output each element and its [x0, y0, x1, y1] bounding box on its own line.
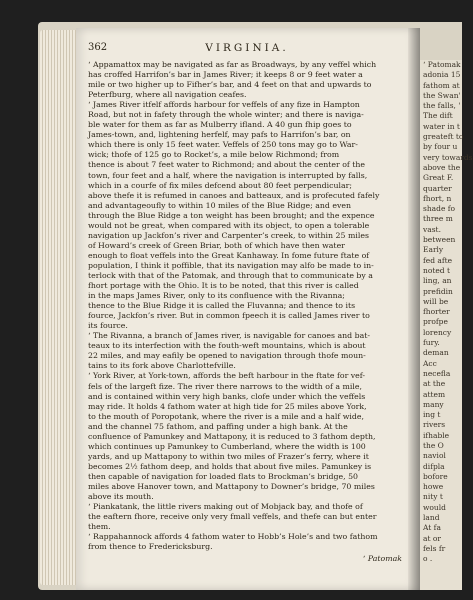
- page-number: 362: [88, 42, 108, 53]
- text-line: would not be great, when compared with its object, to open a tolerable: [88, 220, 370, 230]
- body-text: [88, 60, 406, 552]
- facing-page-line: at or: [423, 533, 441, 543]
- text-line: them.: [88, 522, 111, 532]
- facing-page-line: bofore: [423, 471, 448, 481]
- facing-page-line: many: [423, 399, 444, 409]
- text-line: ble water for them as far as Mulberry ifland. A 40 gun fhip goes to: [88, 120, 352, 130]
- facing-page-line: difpla: [423, 461, 445, 471]
- facing-page-line: fels fr: [423, 543, 446, 553]
- text-line: 22 miles, and may eafily be opened to navigation through thofe moun-: [88, 351, 366, 361]
- facing-page-line: Early: [423, 245, 444, 255]
- text-line: becomes 2½ fathom deep, and holds that about five miles. Pamunkey is: [88, 461, 372, 471]
- text-line: terlock with that of the Patomak, and through that to communicate by a: [88, 270, 373, 280]
- facing-page-line: Acc: [423, 358, 437, 368]
- facing-page-line: fhorter: [423, 307, 450, 317]
- text-line: enough to float veffels into the Great Kanhaway. In fome future ftate of: [88, 250, 370, 260]
- text-line: ‘ York River, at York-town, affords the beft harbour in the ftate for vef-: [88, 371, 366, 381]
- facing-page-line: rivers: [423, 420, 446, 430]
- text-line: above thefe it is refumed in canoes and batteaux, and is profecuted fafely: [88, 190, 380, 200]
- facing-page-line: at the: [423, 379, 446, 389]
- facing-page-line: the O: [423, 440, 444, 450]
- text-line: fhort portage with the Ohio. It is to be noted, that this river is called: [88, 281, 359, 291]
- facing-page-line: land: [423, 513, 440, 523]
- text-line: miles above Hanover town, and Mattapony to Downer’s bridge, 70 miles: [88, 481, 375, 491]
- text-line: yards, and up Mattapony to within two miles of Frazer’s ferry, where it: [88, 451, 369, 461]
- text-line: wick; thofe of 125 go to Rocket’s, a mile below Richmond; from: [88, 150, 340, 160]
- facing-page-line: fathom at: [423, 80, 460, 90]
- facing-page-line: nity t: [423, 492, 443, 502]
- facing-page-line: vast.: [423, 224, 441, 234]
- text-line: above its mouth.: [88, 492, 154, 502]
- text-line: ‘ James River itfelf affords harbour for veffels of any fize in Hampton: [88, 100, 360, 110]
- text-line: tains to its fork above Charlottefville.: [88, 361, 236, 371]
- gutter-shadow: [408, 28, 420, 590]
- facing-page-line: prefidin: [423, 286, 453, 296]
- text-line: navigation up Jackfon’s river and Carpenter’s creek, to within 25 miles: [88, 230, 369, 240]
- text-line: confluence of Pamunkey and Mattapony, it is reduced to 3 fathom depth,: [88, 431, 376, 441]
- facing-page-line: noted t: [423, 265, 450, 275]
- facing-page-line: would: [423, 502, 446, 512]
- text-line: then capable of navigation for loaded flats to Brockman’s bridge, 50: [88, 471, 359, 481]
- facing-page-line: above the: [423, 162, 461, 172]
- facing-page-line: ling, an: [423, 276, 452, 286]
- text-line: through the Blue Ridge a ton weight has been brought; and the expence: [88, 210, 375, 220]
- text-line: and the channel 75 fathom, and paffing under a high bank. At the: [88, 421, 348, 431]
- page-edges: [40, 30, 80, 585]
- text-line: population, I think it poffible, that its navigation may alfo be made to in-: [88, 260, 374, 270]
- text-line: may ride. It holds 4 fathom water at high tide for 25 miles above York,: [88, 401, 367, 411]
- text-line: Peterfburg, where all navigation ceafes.: [88, 90, 247, 100]
- text-line: ‘ The Rivanna, a branch of James river, is navigable for canoes and bat-: [88, 331, 371, 341]
- facing-page-line: fury.: [423, 338, 440, 348]
- text-line: thence is about 7 feet water to Richmond; and about the center of the: [88, 160, 366, 170]
- facing-page-line: ing t: [423, 410, 441, 420]
- facing-page-line: necefla: [423, 368, 451, 378]
- facing-page-line: profpe: [423, 317, 448, 327]
- text-line: town, four feet and a half, where the navigation is interrupted by falls,: [88, 170, 368, 180]
- facing-page-line: between: [423, 235, 456, 245]
- text-line: fource, Jackfon’s river. But in common fpeech it is called James river to: [88, 311, 370, 321]
- text-line: which in a courfe of fix miles defcend about 80 feet perpendicular;: [88, 180, 352, 190]
- running-head: VIRGINIA.: [205, 42, 289, 54]
- facing-page-line: the Swan': [423, 90, 461, 100]
- facing-page: [420, 60, 473, 590]
- text-line: in the maps James River, only to its confluence with the Rivanna;: [88, 291, 345, 301]
- text-line: of Howard’s creek of Green Briar, both of which have then water: [88, 240, 345, 250]
- facing-page-line: fhort, n: [423, 193, 452, 203]
- text-line: James-town, and, lightening herfelf, may pafs to Harrifon’s bar, on: [88, 130, 351, 140]
- facing-page-line: three m: [423, 214, 453, 224]
- facing-page-line: ifhable: [423, 430, 450, 440]
- text-line: from thence to Fredericksburg.: [88, 542, 213, 552]
- facing-page-line: water in t: [423, 121, 460, 131]
- facing-page-line: At fa: [423, 523, 441, 533]
- facing-page-line: will be: [423, 296, 449, 306]
- facing-page-line: o .: [423, 554, 433, 564]
- text-line: which continues up Pamunkey to Cumberland, where the width is 100: [88, 441, 366, 451]
- facing-page-line: fed afte: [423, 255, 453, 265]
- text-line: its fource.: [88, 321, 128, 331]
- text-line: teaux to its interfection with the fouth-weft mountains, which is about: [88, 341, 366, 351]
- text-line: to the mouth of Poropotank, where the river is a mile and a half wide,: [88, 411, 365, 421]
- facing-page-line: quarter: [423, 183, 452, 193]
- facing-page-line: deman: [423, 348, 449, 358]
- text-line: has croffed Harrifon’s bar in James River; it keeps 8 or 9 feet water a: [88, 70, 363, 80]
- text-line: and advantageoufly to within 10 miles of the Blue Ridge; and even: [88, 200, 352, 210]
- facing-page-line: howe: [423, 482, 444, 492]
- text-line: ‘ Rappahannock affords 4 fathom water to Hobb’s Hole’s and two fathom: [88, 532, 378, 542]
- text-line: ‘ Appamattox may be navigated as far as Broadways, by any veffel which: [88, 60, 377, 69]
- text-line: ‘ Piankatank, the little rivers making out of Mobjack bay, and thofe of: [88, 502, 363, 512]
- facing-page-line: adonia 15: [423, 70, 461, 80]
- text-line: and is contained within very high banks, clofe under which the veffels: [88, 391, 366, 401]
- text-line: the eaftern fhore, receive only very fmall veffels, and thefe can but enter: [88, 512, 377, 522]
- catchword: ‘ Patomak: [362, 554, 402, 564]
- text-line: which there is only 15 feet water. Veffels of 250 tons may go to War-: [88, 140, 358, 150]
- page-content: [88, 43, 406, 564]
- facing-page-line: very towards: [423, 152, 473, 162]
- facing-page-line: ‘ Patomak: [423, 60, 461, 69]
- text-line: thence to the Blue Ridge it is called the Fluvanna; and thence to its: [88, 301, 356, 311]
- facing-page-line: by four u: [423, 142, 458, 152]
- facing-page-line: greateft to: [423, 132, 464, 142]
- text-line: fels of the largeft fize. The river there narrows to the width of a mile,: [88, 381, 362, 391]
- facing-page-line: lorency: [423, 327, 452, 337]
- facing-page-line: attem: [423, 389, 446, 399]
- facing-page-line: The dift: [423, 111, 453, 121]
- facing-page-line: the falls, ': [423, 101, 461, 111]
- facing-page-line: shade fo: [423, 204, 456, 214]
- facing-page-line: naviol: [423, 451, 446, 461]
- text-line: Road, but not in fafety through the whole winter; and there is naviga-: [88, 110, 364, 120]
- page-header: [88, 43, 406, 57]
- facing-page-line: Great F.: [423, 173, 454, 183]
- text-line: mile or two higher up to Fifher’s bar, and 4 feet on that and upwards to: [88, 80, 372, 90]
